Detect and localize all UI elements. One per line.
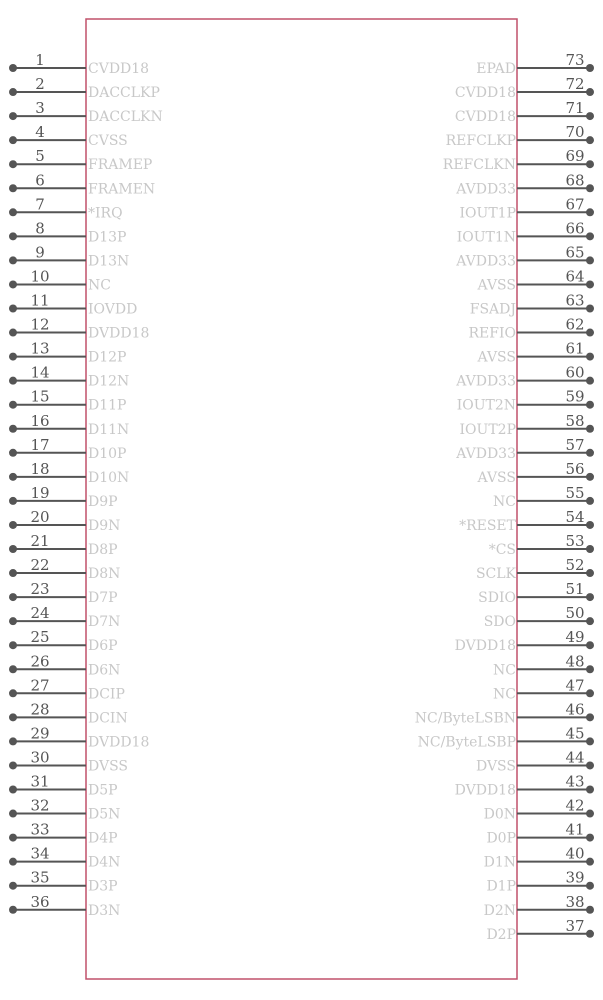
- pin-4: [9, 123, 128, 149]
- pin-end-dot: [9, 545, 17, 553]
- pin-name-label: D5P: [88, 782, 118, 799]
- pin-name-label: D0N: [483, 806, 516, 823]
- pin-number: 52: [565, 556, 585, 575]
- pin-end-dot: [9, 737, 17, 745]
- pin-end-dot: [9, 665, 17, 673]
- pin-end-dot: [586, 737, 594, 745]
- pin-42: [484, 797, 594, 823]
- pin-56: [477, 460, 594, 486]
- pin-number: 38: [565, 892, 585, 911]
- pin-number: 3: [35, 99, 45, 118]
- pin-name-label: D4N: [88, 854, 121, 871]
- pin-end-dot: [9, 882, 17, 890]
- pin-name-label: D3P: [88, 878, 118, 895]
- pin-number: 10: [30, 267, 50, 286]
- pin-end-dot: [586, 882, 594, 890]
- pin-name-label: *RESET: [459, 517, 516, 534]
- pin-name-label: AVSS: [477, 349, 516, 366]
- pin-60: [455, 364, 594, 390]
- pin-58: [460, 412, 594, 438]
- pin-34: [9, 845, 120, 871]
- pin-number: 63: [565, 291, 585, 310]
- pin-end-dot: [9, 88, 17, 96]
- pin-name-label: NC/ByteLSBN: [414, 710, 516, 727]
- pin-number: 21: [30, 532, 50, 550]
- pin-name-label: AVDD33: [456, 373, 516, 390]
- pin-51: [478, 580, 594, 606]
- pin-63: [470, 292, 594, 318]
- pin-number: 24: [30, 604, 50, 623]
- pin-end-dot: [586, 713, 594, 721]
- pin-43: [455, 773, 594, 799]
- pin-59: [457, 388, 594, 414]
- pin-end-dot: [9, 377, 17, 385]
- pin-6: [9, 171, 155, 197]
- pin-name-label: SCLK: [475, 566, 516, 583]
- pin-end-dot: [586, 64, 594, 72]
- pin-end-dot: [9, 569, 17, 577]
- pin-end-dot: [586, 761, 594, 769]
- pin-end-dot: [586, 786, 594, 794]
- pin-name-label: REFCLKN: [442, 157, 516, 174]
- pin-end-dot: [586, 136, 594, 144]
- pin-number: 4: [35, 123, 45, 142]
- pin-number: 14: [30, 363, 50, 382]
- pin-number: 61: [565, 339, 585, 358]
- pin-end-dot: [586, 810, 594, 818]
- pin-name-label: D11N: [88, 421, 130, 438]
- pin-2: [9, 75, 160, 101]
- pin-name-label: DCIN: [88, 710, 128, 727]
- pin-end-dot: [9, 858, 17, 866]
- pin-number: 59: [565, 387, 585, 406]
- pin-number: 36: [30, 892, 50, 911]
- pin-name-label: D13P: [88, 229, 127, 246]
- pin-name-label: NC/ByteLSBP: [417, 734, 516, 751]
- pin-52: [476, 556, 594, 582]
- pin-number: 67: [565, 195, 585, 214]
- pin-number: 20: [30, 507, 50, 526]
- pin-name-label: DCIP: [88, 686, 125, 703]
- pin-number: 55: [565, 483, 585, 502]
- pin-16: [9, 412, 129, 438]
- pin-number: 25: [30, 628, 50, 647]
- pin-name-label: *CS: [488, 542, 516, 558]
- pin-number: 57: [565, 435, 585, 454]
- pin-name-label: SDIO: [478, 590, 516, 607]
- pin-end-dot: [9, 810, 17, 818]
- pin-name-label: DVSS: [475, 758, 516, 775]
- pin-name-label: EPAD: [476, 61, 516, 77]
- pin-50: [484, 604, 594, 630]
- pin-number: 39: [565, 868, 585, 887]
- pin-64: [477, 267, 594, 293]
- pin-number: 72: [565, 75, 585, 94]
- pin-number: 58: [565, 411, 585, 430]
- pin-number: 2: [35, 75, 45, 94]
- pin-end-dot: [586, 88, 594, 96]
- pin-name-label: D0P: [486, 830, 516, 847]
- pin-end-dot: [9, 497, 17, 505]
- pin-end-dot: [9, 425, 17, 433]
- pin-end-dot: [586, 593, 594, 601]
- pin-30: [9, 748, 128, 774]
- pin-name-label: NC: [493, 686, 516, 703]
- pin-55: [493, 484, 594, 510]
- pin-name-label: CVDD18: [88, 61, 150, 77]
- pin-number: 1: [35, 51, 45, 69]
- pin-20: [9, 508, 120, 534]
- pin-name-label: DACCLKP: [88, 85, 160, 102]
- pin-11: [9, 292, 137, 318]
- pin-57: [455, 436, 594, 462]
- pin-name-label: *IRQ: [88, 205, 123, 222]
- pin-number: 56: [565, 459, 585, 478]
- pin-69: [443, 147, 594, 173]
- pin-end-dot: [9, 593, 17, 601]
- pin-41: [486, 821, 594, 847]
- pin-name-label: AVSS: [477, 277, 516, 294]
- pin-end-dot: [9, 184, 17, 192]
- pin-8: [9, 219, 126, 245]
- pin-number: 73: [565, 51, 585, 69]
- pin-72: [455, 75, 594, 101]
- pin-number: 33: [30, 820, 50, 839]
- pin-name-label: D11P: [88, 397, 127, 414]
- pin-number: 13: [30, 339, 50, 358]
- pin-number: 7: [35, 195, 45, 214]
- pin-name-label: D7N: [88, 614, 121, 631]
- pin-37: [486, 917, 594, 943]
- pin-number: 6: [35, 171, 45, 190]
- pin-end-dot: [9, 713, 17, 721]
- pin-number: 17: [30, 435, 50, 454]
- pin-number: 48: [565, 652, 585, 671]
- pin-25: [9, 628, 118, 654]
- pin-end-dot: [586, 930, 594, 938]
- pin-27: [9, 676, 125, 702]
- pin-65: [455, 243, 594, 269]
- pin-24: [9, 604, 120, 630]
- pin-number: 41: [565, 820, 585, 839]
- pin-end-dot: [9, 449, 17, 457]
- pin-end-dot: [586, 545, 594, 553]
- pin-5: [9, 147, 152, 173]
- pin-number: 71: [565, 99, 585, 118]
- pin-end-dot: [586, 617, 594, 625]
- pin-45: [418, 724, 594, 750]
- pin-end-dot: [9, 834, 17, 842]
- pin-name-label: IOUT1P: [459, 205, 516, 222]
- pin-name-label: FRAMEN: [88, 181, 156, 198]
- pin-end-dot: [586, 665, 594, 673]
- pin-number: 12: [30, 315, 50, 334]
- pin-73: [476, 51, 594, 77]
- pin-49: [455, 628, 594, 654]
- pin-name-label: D10P: [88, 445, 127, 462]
- pin-name-label: D9N: [88, 517, 121, 534]
- pin-71: [455, 99, 594, 125]
- pin-number: 22: [30, 556, 50, 575]
- pin-number: 66: [565, 219, 585, 238]
- pin-end-dot: [9, 136, 17, 144]
- pin-10: [9, 267, 111, 293]
- pin-end-dot: [9, 401, 17, 409]
- pin-end-dot: [9, 617, 17, 625]
- pin-number: 31: [30, 772, 50, 791]
- pin-end-dot: [586, 256, 594, 264]
- pin-end-dot: [9, 906, 17, 914]
- pin-number: 34: [30, 844, 50, 863]
- pin-end-dot: [586, 377, 594, 385]
- pin-end-dot: [9, 160, 17, 168]
- pin-name-label: D9P: [88, 493, 118, 510]
- pin-name-label: D5N: [88, 806, 121, 823]
- pin-end-dot: [9, 761, 17, 769]
- pin-62: [469, 316, 594, 342]
- pin-number: 42: [565, 796, 585, 815]
- pin-17: [9, 436, 126, 462]
- pin-name-label: NC: [493, 493, 516, 510]
- pin-19: [9, 484, 118, 510]
- pin-name-label: D12N: [88, 373, 130, 390]
- pin-name-label: DVDD18: [454, 782, 516, 799]
- pin-name-label: SDO: [483, 614, 516, 631]
- pin-number: 30: [30, 748, 50, 767]
- pin-number: 40: [565, 844, 585, 863]
- pin-end-dot: [586, 569, 594, 577]
- pin-name-label: IOUT2P: [459, 421, 516, 438]
- pin-name-label: DVDD18: [88, 734, 150, 751]
- pin-name-label: DVDD18: [88, 325, 150, 342]
- pin-end-dot: [586, 689, 594, 697]
- pin-name-label: D1N: [483, 854, 516, 871]
- pin-name-label: D4P: [88, 830, 118, 847]
- pin-number: 35: [30, 868, 50, 887]
- pin-end-dot: [586, 329, 594, 337]
- pin-70: [446, 123, 594, 149]
- pin-53: [489, 532, 594, 558]
- pin-number: 27: [30, 676, 50, 695]
- pin-end-dot: [9, 473, 17, 481]
- pin-name-label: AVDD33: [456, 181, 516, 198]
- pin-name-label: D8N: [88, 566, 121, 583]
- pin-number: 43: [565, 772, 585, 791]
- pin-number: 62: [565, 315, 585, 334]
- pin-number: 32: [30, 796, 50, 815]
- pin-end-dot: [586, 160, 594, 168]
- pin-33: [9, 821, 118, 847]
- pin-number: 37: [565, 916, 585, 935]
- pin-end-dot: [586, 353, 594, 361]
- pin-name-label: NC: [88, 277, 111, 294]
- pin-number: 28: [30, 700, 50, 719]
- pin-9: [9, 243, 129, 269]
- pin-number: 18: [30, 459, 50, 478]
- pin-end-dot: [9, 329, 17, 337]
- pin-name-label: D1P: [486, 878, 516, 895]
- pin-54: [459, 508, 594, 534]
- pin-38: [484, 893, 594, 919]
- pin-end-dot: [586, 834, 594, 842]
- pin-40: [484, 845, 594, 871]
- pin-68: [455, 171, 594, 197]
- pin-name-label: REFCLKP: [445, 133, 516, 150]
- pin-end-dot: [586, 641, 594, 649]
- pin-number: 47: [565, 676, 585, 695]
- pin-end-dot: [586, 449, 594, 457]
- pin-end-dot: [586, 401, 594, 409]
- pin-number: 16: [30, 411, 50, 430]
- pin-end-dot: [9, 256, 17, 264]
- pin-end-dot: [9, 353, 17, 361]
- pin-number: 5: [35, 147, 45, 166]
- pin-number: 51: [565, 580, 585, 599]
- pin-number: 8: [35, 219, 45, 238]
- pin-name-label: D6N: [88, 662, 121, 679]
- pin-23: [9, 580, 118, 606]
- pin-end-dot: [9, 112, 17, 120]
- pin-name-label: D3N: [88, 902, 121, 919]
- pin-name-label: CVDD18: [454, 85, 516, 102]
- pin-end-dot: [586, 232, 594, 240]
- pin-name-label: DVSS: [88, 758, 129, 775]
- pin-end-dot: [586, 184, 594, 192]
- pin-end-dot: [9, 305, 17, 313]
- pin-end-dot: [586, 305, 594, 313]
- pin-number: 44: [565, 748, 585, 767]
- pin-26: [9, 652, 120, 678]
- pin-name-label: D10N: [88, 469, 130, 486]
- pin-name-label: DVDD18: [454, 638, 516, 655]
- pin-number: 68: [565, 171, 585, 190]
- pin-18: [9, 460, 129, 486]
- pin-number: 70: [565, 123, 585, 142]
- pin-number: 53: [565, 532, 585, 550]
- pin-end-dot: [586, 280, 594, 288]
- pin-name-label: D6P: [88, 638, 118, 655]
- pin-name-label: IOVDD: [88, 301, 138, 318]
- pin-end-dot: [586, 497, 594, 505]
- pin-end-dot: [9, 232, 17, 240]
- pin-44: [476, 748, 594, 774]
- right-pin-group: [415, 51, 594, 943]
- pin-end-dot: [9, 64, 17, 72]
- pin-name-label: FSADJ: [469, 301, 516, 318]
- pin-name-label: IOUT1N: [456, 229, 516, 246]
- pin-number: 46: [565, 700, 585, 719]
- pin-name-label: NC: [493, 662, 516, 679]
- pin-end-dot: [586, 425, 594, 433]
- pin-46: [415, 700, 594, 726]
- pin-15: [9, 388, 126, 414]
- pin-number: 69: [565, 147, 585, 166]
- pin-48: [493, 652, 594, 678]
- pin-end-dot: [9, 521, 17, 529]
- pin-number: 50: [565, 604, 585, 623]
- pin-number: 65: [565, 243, 585, 262]
- pin-1: [9, 51, 149, 77]
- pin-number: 29: [30, 724, 50, 743]
- pin-number: 23: [30, 580, 50, 599]
- pin-35: [9, 869, 118, 895]
- pin-name-label: IOUT2N: [456, 397, 516, 414]
- pin-number: 11: [30, 291, 50, 310]
- pin-name-label: CVSS: [88, 133, 128, 150]
- pin-47: [493, 676, 594, 702]
- pin-end-dot: [586, 858, 594, 866]
- pin-61: [477, 340, 594, 366]
- pin-name-label: AVDD33: [456, 445, 516, 462]
- pin-end-dot: [586, 208, 594, 216]
- pin-end-dot: [9, 280, 17, 288]
- pin-29: [9, 724, 149, 750]
- pin-12: [9, 316, 149, 342]
- pin-number: 49: [565, 628, 585, 647]
- pin-end-dot: [9, 786, 17, 794]
- pin-number: 64: [565, 267, 585, 286]
- pin-name-label: D12P: [88, 349, 127, 366]
- pin-28: [9, 700, 128, 726]
- pin-end-dot: [586, 112, 594, 120]
- pin-number: 15: [30, 387, 50, 406]
- pin-end-dot: [586, 473, 594, 481]
- pin-39: [486, 869, 594, 895]
- pin-end-dot: [586, 906, 594, 914]
- pin-end-dot: [9, 689, 17, 697]
- pin-number: 54: [565, 507, 585, 526]
- pin-name-label: AVSS: [477, 469, 516, 486]
- pin-name-label: DACCLKN: [88, 109, 163, 126]
- pin-66: [457, 219, 594, 245]
- pin-36: [9, 893, 120, 919]
- pin-end-dot: [9, 208, 17, 216]
- pin-name-label: REFIO: [468, 325, 516, 342]
- pin-22: [9, 556, 120, 582]
- pin-name-label: D2N: [483, 902, 516, 919]
- pin-32: [9, 797, 120, 823]
- pin-end-dot: [586, 521, 594, 529]
- pin-number: 45: [565, 724, 585, 743]
- pin-14: [9, 364, 129, 390]
- pin-13: [9, 340, 126, 366]
- pin-67: [460, 195, 594, 221]
- pin-name-label: CVDD18: [454, 109, 516, 126]
- pin-name-label: AVDD33: [456, 253, 516, 270]
- pin-21: [9, 532, 118, 558]
- pin-number: 26: [30, 652, 50, 671]
- pin-name-label: D8P: [88, 542, 118, 558]
- pin-7: [9, 195, 123, 221]
- pin-number: 9: [35, 243, 45, 262]
- pin-31: [9, 773, 118, 799]
- pin-name-label: D7P: [88, 590, 118, 607]
- pin-number: 19: [30, 483, 50, 502]
- pin-number: 60: [565, 363, 585, 382]
- pin-name-label: D13N: [88, 253, 130, 270]
- pin-name-label: D2P: [486, 926, 516, 943]
- pin-name-label: FRAMEP: [88, 157, 153, 174]
- pin-end-dot: [9, 641, 17, 649]
